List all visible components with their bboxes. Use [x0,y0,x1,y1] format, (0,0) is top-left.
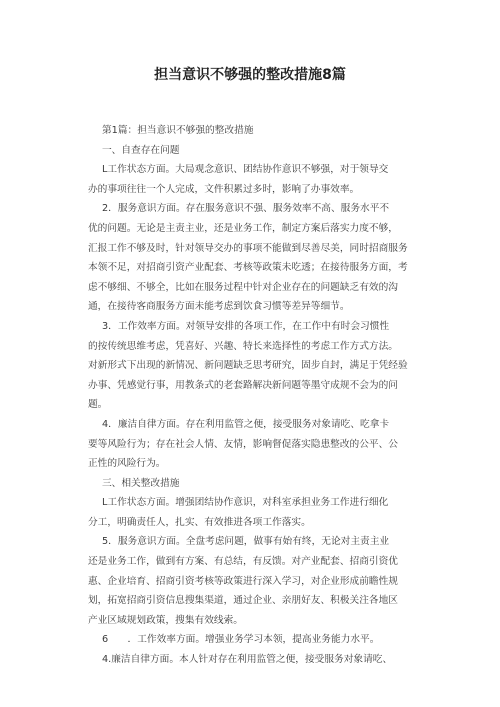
paragraph [88,317,428,415]
text-line: 产业区域规划政策，搜集有效线索。 [88,614,243,626]
paragraph [88,141,428,161]
text-line: 对新形式下出现的新情况、新问题缺乏思考研究，固步自封，满足于凭经验 [88,360,408,372]
text-line: 3．工作效率方面。对领导安排的各项工作，在工作中有时会习惯性 [102,320,390,332]
text-line: 还是业务工作，做到有方案、有总结，有反馈。对产业配套、招商引资优 [88,556,398,568]
text-line: 6 ．工作效率方面。增强业务学习本领，提高业务能力水平。 [102,634,380,646]
text-line: L工作状态方面。增强团结协作意识，对科室承担业务工作进行细化 [102,497,389,509]
text-line: 的按传统思维考虑，凭喜好、兴趣、特长来选择性的考虑工作方式方法。 [88,340,398,352]
paragraph [88,493,428,532]
text-line: 正性的风险行为。 [88,458,166,470]
text-line: 要等风险行为；存在社会人情、友情，影响督促落实隐患整改的公平、公 [88,438,398,450]
text-line: 通，在接待客商服务方面未能考虑到饮食习惯等差异等细节。 [88,301,350,313]
paragraph [88,160,428,199]
document-title: 担当意识不够强的整改措施8篇 [154,67,346,83]
paragraph [88,415,428,474]
text-line: 惠、企业培育、招商引资考核等政策进行深入学习，对企业形成前瞻性规 [88,575,398,587]
text-line: 办的事项往往一个人完成，文件积累过多时，影响了办事效率。 [88,183,360,195]
text-line: 汇报工作不够及时，针对领导交办的事项不能做到尽善尽美，同时招商服务 [88,242,408,254]
paragraph [88,474,428,494]
text-line: 办事、凭感觉行事，用教条式的老套路解决新问题等墨守成规不会为的问 [88,379,398,391]
text-line: 2．服务意识方面。存在服务意识不强、服务效率不高、服务水平不 [102,203,390,215]
text-line: 5．服务意识方面。全盘考虑问题，做事有始有终，无论对主责主业 [102,536,390,548]
text-line: 虑不够细、不够全，比如在服务过程中针对企业存在的问题缺乏有效的沟 [88,281,398,293]
text-line: 第1篇：担当意识不够强的整改措施 [102,125,254,136]
text-line: 一、自查存在问题 [102,144,180,156]
paragraph [88,650,428,670]
text-line: 优的问题。无论是主责主业，还是业务工作，制定方案后落实力度不够， [88,222,398,234]
text-line: 划，拓宽招商引资信息搜集渠道，通过企业、亲朋好友、积极关注各地区 [88,595,398,607]
text-line: L工作状态方面。大局观念意识、团结协作意识不够强，对于领导交 [102,164,389,176]
paragraph [88,532,428,630]
document-body [88,121,428,670]
text-line: 三、相关整改措施 [102,477,180,489]
text-line: 4．廉洁自律方面。存在利用监管之便，接受服务对象请吃、吃拿卡 [102,418,390,430]
text-line: 题。 [88,399,108,411]
paragraph [88,199,428,317]
text-line: 4.廉洁自律方面。本人针对存在利用监管之便，接受服务对象请吃、 [102,654,393,666]
paragraph [88,630,428,650]
paragraph [88,121,428,141]
text-line: 分工，明确责任人，扎实、有效推进各项工作落实。 [88,516,311,528]
text-line: 本领不足，对招商引资产业配套、考核等政策未吃透；在接待服务方面，考 [88,262,408,274]
